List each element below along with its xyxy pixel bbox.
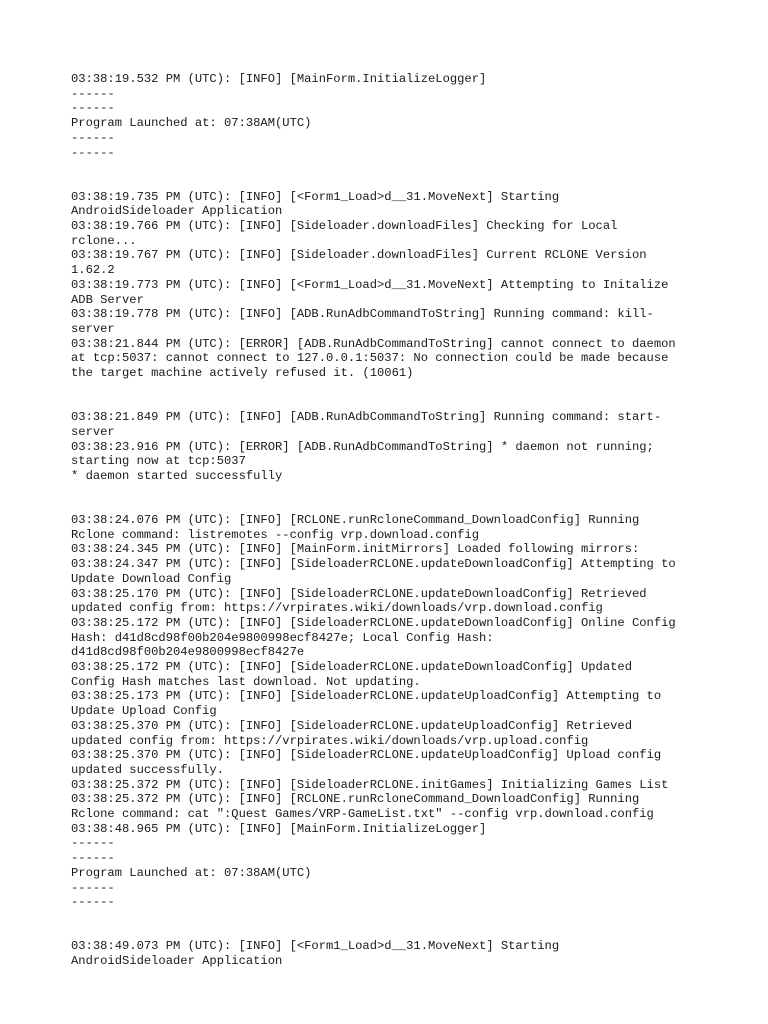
log-line: 03:38:25.172 PM (UTC): [INFO] [SideloaderRCLONE.updateDownloadConfig] Updated <box>71 660 632 675</box>
log-line: ------ <box>71 880 115 895</box>
log-line: Update Download Config <box>71 571 232 586</box>
log-line: server <box>71 321 115 336</box>
log-line: ------ <box>71 895 115 910</box>
log-line: updated config from: https://vrpirates.wiki/downloads/vrp.download.config <box>71 601 603 616</box>
blank-line <box>71 175 711 190</box>
log-line: 03:38:49.073 PM (UTC): [INFO] [<Form1_Load>d__31.MoveNext] Starting <box>71 939 560 954</box>
log-line: 03:38:24.347 PM (UTC): [INFO] [SideloaderRCLONE.updateDownloadConfig] Attempting to <box>71 557 676 572</box>
log-line: updated config from: https://vrpirates.wiki/downloads/vrp.upload.config <box>71 733 589 748</box>
log-line: 03:38:21.849 PM (UTC): [INFO] [ADB.RunAdbCommandToString] Running command: start- <box>71 410 662 425</box>
blank-line <box>71 484 711 499</box>
log-line: 03:38:25.372 PM (UTC): [INFO] [SideloaderRCLONE.initGames] Initializing Games List <box>71 777 669 792</box>
log-line: * daemon started successfully <box>71 468 283 483</box>
blank-line <box>71 381 711 396</box>
log-line: AndroidSideloader Application <box>71 954 283 969</box>
log-line: 03:38:25.370 PM (UTC): [INFO] [SideloaderRCLONE.updateUploadConfig] Retrieved <box>71 718 632 733</box>
log-line: Program Launched at: 07:38AM(UTC) <box>71 865 312 880</box>
log-line: d41d8cd98f00b204e9800998ecf8427e <box>71 645 305 660</box>
log-line: 03:38:19.735 PM (UTC): [INFO] [<Form1_Load>d__31.MoveNext] Starting <box>71 189 560 204</box>
log-line: ------ <box>71 86 115 101</box>
log-line: Rclone command: cat ":Quest Games/VRP-GameList.txt" --config vrp.download.config <box>71 807 654 822</box>
log-line: ------ <box>71 145 115 160</box>
log-line: 03:38:21.844 PM (UTC): [ERROR] [ADB.RunAdbCommandToString] cannot connect to daemon <box>71 336 676 351</box>
log-line: 03:38:19.766 PM (UTC): [INFO] [Sideloader.downloadFiles] Checking for Local <box>71 219 618 233</box>
log-line: 03:38:19.778 PM (UTC): [INFO] [ADB.RunAdbCommandToString] Running command: kill- <box>71 307 654 322</box>
blank-line <box>71 395 711 410</box>
log-line: 1.62.2 <box>71 263 115 278</box>
log-line: server <box>71 424 115 439</box>
log-line: 03:38:25.370 PM (UTC): [INFO] [SideloaderRCLONE.updateUploadConfig] Upload config <box>71 748 662 763</box>
log-line: Config Hash matches last download. Not updating. <box>71 674 421 689</box>
log-line: 03:38:48.965 PM (UTC): [INFO] [MainForm.InitializeLogger] <box>71 821 487 836</box>
blank-line <box>71 160 711 175</box>
log-line: 03:38:24.076 PM (UTC): [INFO] [RCLONE.runRcloneCommand_DownloadConfig] Running <box>71 513 640 527</box>
log-line: updated successfully. <box>71 762 224 777</box>
log-line: 03:38:24.345 PM (UTC): [INFO] [MainForm.initMirrors] Loaded following mirrors: <box>71 542 640 557</box>
log-line: 03:38:25.172 PM (UTC): [INFO] [SideloaderRCLONE.updateDownloadConfig] Online Config <box>71 615 676 630</box>
log-line: ------ <box>71 130 115 145</box>
log-line: Program Launched at: 07:38AM(UTC) <box>71 116 312 131</box>
log-line: ------ <box>71 851 115 866</box>
log-line: 03:38:19.773 PM (UTC): [INFO] [<Form1_Load>d__31.MoveNext] Attempting to Initalize <box>71 277 669 292</box>
log-line: ------ <box>71 836 115 851</box>
log-line: 03:38:25.170 PM (UTC): [INFO] [SideloaderRCLONE.updateDownloadConfig] Retrieved <box>71 586 647 601</box>
blank-line <box>71 498 711 513</box>
log-line: Rclone command: listremotes --config vrp.download.config <box>71 527 479 542</box>
log-line: at tcp:5037: cannot connect to 127.0.0.1:5037: No connection could be made because <box>71 351 669 366</box>
log-line: 03:38:19.767 PM (UTC): [INFO] [Sideloader.downloadFiles] Current RCLONE Version <box>71 248 647 263</box>
blank-line <box>71 925 711 940</box>
log-line: rclone... <box>71 233 137 248</box>
log-line: 03:38:23.916 PM (UTC): [ERROR] [ADB.RunAdbCommandToString] * daemon not running; <box>71 439 654 454</box>
log-line: Hash: d41d8cd98f00b204e9800998ecf8427e; Local Config Hash: <box>71 630 494 645</box>
log-document <box>71 72 711 969</box>
log-line: starting now at tcp:5037 <box>71 454 246 469</box>
log-line: ------ <box>71 101 115 116</box>
log-line: Update Upload Config <box>71 704 217 719</box>
log-line: 03:38:25.372 PM (UTC): [INFO] [RCLONE.runRcloneCommand_DownloadConfig] Running <box>71 792 640 807</box>
log-line: ADB Server <box>71 292 144 307</box>
log-line: the target machine actively refused it. (10061) <box>71 366 414 381</box>
log-line: 03:38:19.532 PM (UTC): [INFO] [MainForm.InitializeLogger] <box>71 72 487 86</box>
blank-line <box>71 910 711 925</box>
log-line: AndroidSideloader Application <box>71 204 283 219</box>
log-line: 03:38:25.173 PM (UTC): [INFO] [SideloaderRCLONE.updateUploadConfig] Attempting to <box>71 689 662 704</box>
